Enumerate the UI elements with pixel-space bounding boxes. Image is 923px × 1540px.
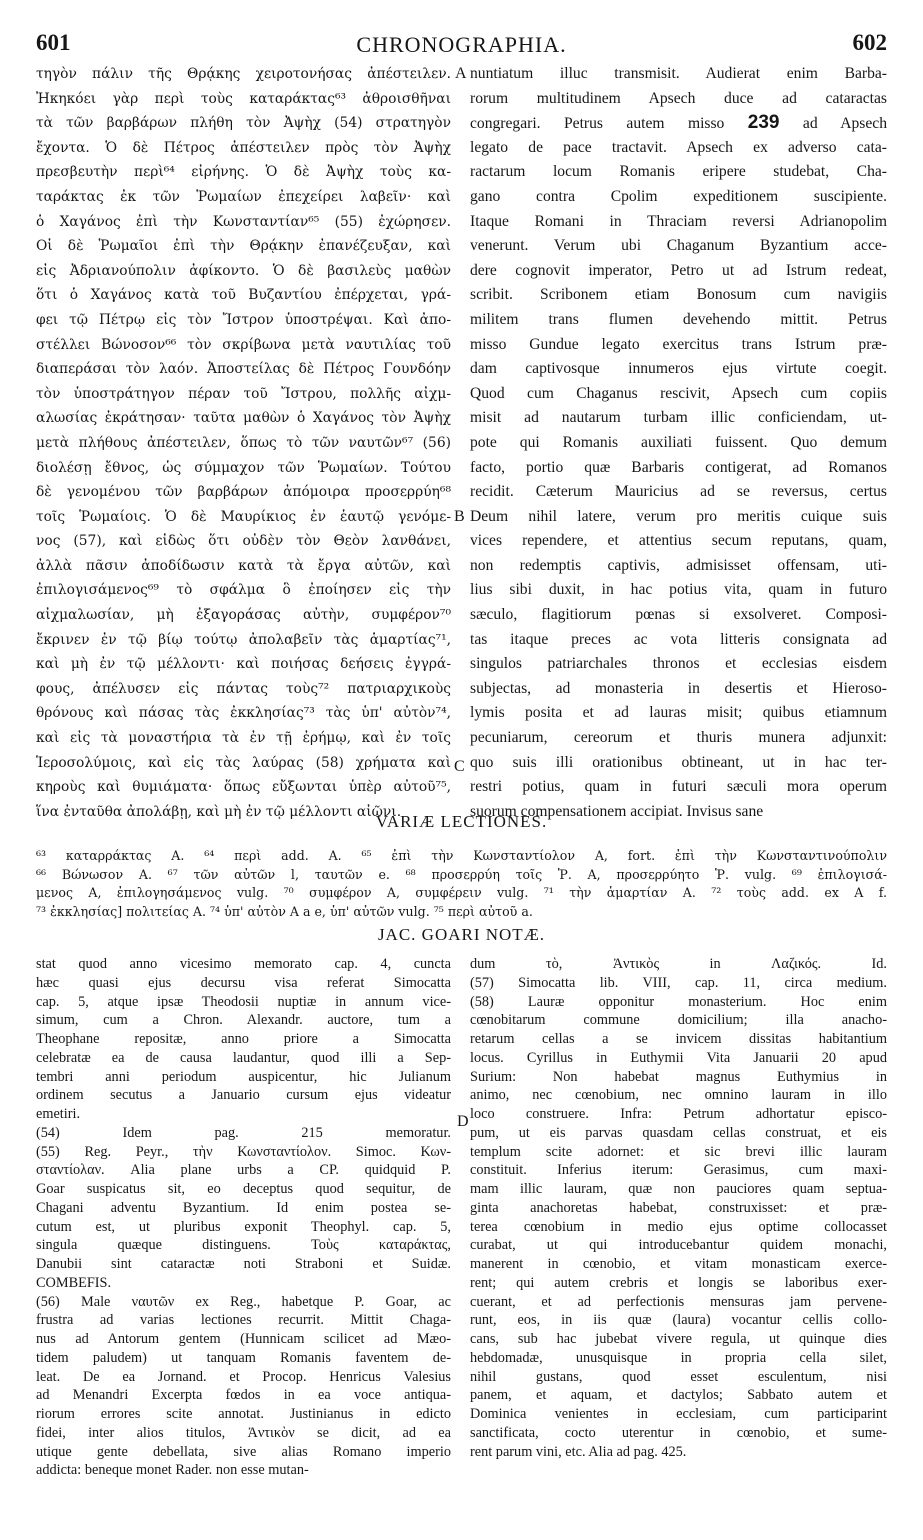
greek-line: τὸν ὑποστράτηγον πέραν τοῦ Ἴστρου, πολλῆς αἰχμ- [36,385,451,402]
note-line: stat quod anno vicesimo memorato cap. 4, cuncta [36,956,451,972]
page-number-right: 602 [852,30,887,55]
greek-line: αλωσίας ἐκράτησαν· ταῦτα μαθὼν ὁ Χαγάνος τὸν Ἀψὴχ [36,410,451,427]
note-line: riorum errores scite annotat. Justinianus in edicto [36,1406,451,1422]
note-line: manerent in cœnobio, et vitam monasticam exerce- [470,1256,887,1272]
note-line: constituit. Inferius iterum: Gerasimus, cum maxi- [470,1162,887,1179]
note-line: runt, eos, in iis quæ (laura) vocantur cellis collo- [470,1312,887,1329]
latin-line: facto, portio quæ Barbaris contigerat, ad Romanos [470,458,887,476]
latin-line: Quod cum Chaganus rescivit, Apsech cum copiis [470,384,887,402]
greek-line: ἀλλὰ πᾶσιν ἀποδίδωσιν κατὰ τὰ ἔργα αὐτῶν, καὶ [36,557,451,574]
note-line: animo, nec cœnobium, nec omnino lauram in illo [470,1087,887,1104]
latin-line: singulos patriarchales thronos et ecclesias eisdem [470,655,887,673]
latin-line: venerunt. Verum ubi Chaganum Byzantium acce- [470,237,887,255]
running-header [36,30,887,60]
note-line: Chagani adventu Byzantium. Id enim postea se- [36,1199,451,1216]
greek-text-column [36,62,451,824]
latin-line: dam captivosque innumeros ejus virtute coegit. [470,360,887,378]
greek-line: τηγὸν πάλιν τῆς Θρᾴκης χειροτονήσας ἀπέστειλεν. [36,66,451,82]
note-line: tembri anni periodum auspicentur, hic Julianum [36,1068,451,1085]
margin-letter-c: C [454,758,465,775]
greek-line: φους, ἀπέλυσεν εἰς πάντας τοὺς⁷² πατριαρχικοὺς [36,680,451,697]
note-line: addicta: beneque monet Rader. non esse mutan- [36,1462,309,1479]
section-number: 239 [747,112,780,134]
note-line: loco construere. Infra: Petrum adhortatur episco- [470,1106,887,1122]
note-line: ordinem secutus a Januario cursum ejus videatur [36,1087,451,1104]
greek-line: Ἱεροσολύμοις, καὶ εἰς τὰς λαύρας (58) χρήματα καὶ [36,754,451,771]
latin-line: Deum nihil latere, verum pro meritis cuique suis [470,507,887,525]
latin-line: tas itaque preces ac vota litteris consignata ad [470,630,887,648]
margin-letter-d: D [457,1113,469,1130]
latin-line: vices rependere, et attentius secum reputans, quam, [470,532,887,550]
greek-line: ἔκρινεν ἐν τῷ βίῳ τούτῳ ἀπολαβεῖν τὰς ἁμαρτίας⁷¹, [36,631,451,648]
greek-line: πρεσβευτὴν περὶ⁶⁴ εἰρήνης. Ὁ δὲ Ἀψὴχ τοὺς κα- [36,164,451,181]
note-line: tidem paludem) ut tanquam Romanis faventem de- [36,1349,451,1366]
greek-line: καὶ εἰς τὰ μοναστήρια τὰ ἐν τῇ ἐρήμῳ, καὶ ἐν τοῖς [36,730,451,747]
note-line: Surium: Non habebat magnus Euthymius in [470,1068,887,1085]
margin-letter-b: B [454,508,465,525]
note-line: locus. Cyrillus in Euthymii Vita Januarii 20 apud [470,1049,887,1066]
greek-line: τοῖς Ῥωμαίοις. Ὁ δὲ Μαυρίκιος ἐν ἑαυτῷ γενόμε- [36,508,451,525]
greek-line: ὅτι ὁ Χαγάνος κατὰ τοῦ Βυζαντίου ἐπέρχεται, γρά- [36,287,451,304]
note-line: pum, ut eis parvas quasdam cellas construat, et eis [470,1124,887,1141]
note-line: Dominica venientes in ecclesiam, cum participarint [470,1406,887,1422]
variant-line: ⁶⁶ Βώνωσον A. ⁶⁷ τῶν αὐτῶν l, ταυτῶν e. ⁶⁸ προσερρύη τοῖς Ῥ. A, προσερρύητο Ῥ. vulg. ⁶⁹ ἐπιλογισά- [36,866,887,882]
page-number-left: 601 [36,30,71,55]
greek-line: μετὰ πλήθους ἀπέστειλεν, ὅπως τὸ τῶν ναυτῶν⁶⁷ (56) [36,434,451,451]
note-line: sanctificata, cocto uterentur in cœnobio, et sume- [470,1424,887,1441]
note-line: ginta anachoretas habebat, construxisset: et præ- [470,1199,887,1216]
latin-line: congregari. Petrus autem misso 239 ad Apsech [470,112,887,134]
note-line: utique gente debellata, sive alias Romano imperio [36,1443,451,1460]
latin-line: suorum compensationem accipiat. Invisus sane [470,802,764,820]
note-line: cutum est, ut pluribus exponit Theophyl. cap. 5, [36,1218,451,1235]
note-line: simum, cum a Chron. Alexandr. auctore, tum a [36,1012,451,1029]
note-line: Danubii sint cataractæ noti Straboni et Suidæ. [36,1256,451,1272]
running-title: CHRONOGRAPHIA. [356,32,567,57]
latin-line: recidit. Cæterum Mauricius ad se reversus, certus [470,483,887,501]
greek-line: αἰχμαλωσίαν, μὴ ἐξαγοράσας αὐτὴν, συμφέρον⁷⁰ [36,607,451,624]
greek-line: ἐπιλογισάμενος⁶⁹ τὸ σφάλμα ὃ ἐποίησεν εἰς τὴν [36,582,451,599]
variants-heading: VARIÆ LECTIONES. [375,812,548,831]
latin-line: restri potius, quam in futuri sæculi mora operum [470,778,887,796]
latin-line: legato de pace tractavit. Apsech ex adverso cata- [470,138,887,156]
greek-line: φει τῷ Πέτρῳ εἰς τὸν Ἴστρον ὑποστρέψαι. Καὶ ἀπο- [36,311,451,328]
notes-left-column [36,955,451,1480]
note-line: Theophane repositæ, anno priore a Simocatta [36,1031,451,1047]
greek-line: ἔχοντα. Ὁ δὲ Πέτρος ἀπέστειλεν πρὸς τὸν Ἀψὴχ [36,139,451,156]
latin-line: sæculo, flagitiorum pœnas si exsolveret. Composi- [470,606,887,624]
latin-line: misit ad nautarum turbam illic conficiendam, ut- [470,409,887,427]
variant-line: ⁷³ ἐκκλησίας] πολιτείας A. ⁷⁴ ὑπ' αὐτὸν A a e, ὑπ' αὐτῶν vulg. ⁷⁵ περὶ αὐτοῦ a. [36,903,533,919]
note-line: (56) Male ναυτῶν ex Reg., habetque P. Goar, ac [36,1293,451,1310]
note-line: panem, et aquam, et dactylos; Sabbato autem et [470,1387,887,1404]
greek-line: νος (57), καὶ εἰδὼς ὅτι οὐδὲν τὸν Θεὸν λανθάνει, [36,533,451,550]
note-line: dum τὸ, Ἀντικὸς in Λαζικός. Id. [470,956,887,972]
note-line: cuerant, et ad perfectionis mensuras jam pervene- [470,1293,887,1310]
latin-line: quo suis illi orationibus obtineant, ut in hac ter- [470,753,887,771]
latin-line: pecuniarum, cereorum et thuris munera adjunxit: [470,729,887,747]
variant-readings [36,847,887,921]
note-line: cap. 5, atque ipsæ Theodosii nuptiæ in annum vice- [36,993,451,1010]
note-line: (57) Simocatta lib. VIII, cap. 11, circa medium. [470,974,887,991]
notes-heading: JAC. GOARI NOTÆ. [377,925,546,944]
latin-line: non redemptis captivis, admisisset offensam, uti- [470,556,887,574]
greek-line: διολέσῃ ἔθνος, ὡς σύμμαχον τῶν Ῥωμαίων. Τούτου [36,459,451,476]
note-line: celebratæ ea de causa laudantur, quod illi a Sep- [36,1049,451,1066]
note-line: mam illic lauram, quæ non pauciores quam septua- [470,1181,887,1197]
note-line: singula quæque distinguens. Τοὺς καταράκτας, [36,1237,451,1254]
note-line: ad Menandri Excerpta fœdos in ea voce antiqua- [36,1387,451,1404]
latin-line: rorum multitudinem Apsech duce ad cataractas [470,89,887,107]
latin-line: misso Gundue legato exercitus trans Istrum præ- [470,335,887,353]
latin-line: lius sibi duxit, in hac potius vita, quam in futuro [470,581,887,599]
note-line: templum scite adornet: et sic brevi illic lauram [470,1143,887,1160]
variant-line: μενος A, ἐπιλογησάμενος vulg. ⁷⁰ συμφέρον A, συμφέρειν vulg. ⁷¹ τὴν ἁμαρτίαν A. ⁷² τοὺς add. ex A f. [36,885,887,901]
note-line: terea cœnobium in medio ejus optime collocasset [470,1218,887,1235]
greek-line: καὶ μὴ ἐν τῷ μέλλοντι· καὶ ποιήσας δεήσεις ἐγγρά- [36,656,451,673]
latin-line: subjectas, ad monasteria in desertis et Hieroso- [470,679,887,697]
latin-line: pote qui Romanis auxiliati fuissent. Quo demum [470,433,887,451]
note-line: rent; qui autem crebris et longis se laboribus exer- [470,1274,887,1291]
latin-line: scribit. Scribonem etiam Bonosum cum navigiis [470,286,887,304]
greek-line: Οἱ δὲ Ῥωμαῖοι ἐπὶ τὴν Θρᾴκην ἐπανέζευξαν, καὶ [36,238,451,255]
greek-line: θρόνους καὶ πάσας τὰς ἐκκλησίας⁷³ τὰς ὑπ' αὐτὸν⁷⁴, [36,705,451,722]
greek-line: Ἠκηκόει γὰρ περὶ τοὺς καταράκτας⁶³ ἀθροισθῆναι [36,90,451,107]
latin-text-column [470,62,887,824]
variant-line: ⁶³ καταρράκτας A. ⁶⁴ περὶ add. A. ⁶⁵ ἐπὶ τὴν Κωνσταντίολον A, fort. ἐπὶ τὴν Κωνσταντινούπολιν [36,848,887,863]
greek-line: τὰ τῶν βαρβάρων πλήθη τὸν Ἀψὴχ (54) στρατηγὸν [36,115,451,132]
note-line: Goar suspicatus sit, eo deceptus quod sequitur, de [36,1181,451,1197]
greek-line: κηροὺς καὶ θυμιάματα· ὅπως εὔξωνται ὑπὲρ αὐτοῦ⁷⁵, [36,779,451,796]
greek-line: δὲ γενομένου τῶν βαρβάρων ἀπόμοιρα προσερρύη⁶⁸ [36,484,451,501]
note-line: leat. De ea Jornand. et Procop. Henricus Valesius [36,1368,451,1385]
note-line: (55) Reg. Peyr., τὴν Κωνσταντίολον. Simoc. Κων- [36,1143,451,1160]
note-line: nus ad Antorum gentem (Hunnicam scilicet ad Mæo- [36,1331,451,1347]
note-line: fidei, inter alios titulos, Ἀντικὸν se dicit, ad ea [36,1424,451,1441]
latin-line: ractarum locum Romanis eripere studebat, Cha- [470,163,887,181]
margin-letter-a: A [455,65,467,82]
latin-line: Itaque Romani in Thraciam reversi Adrianopolim [470,212,887,230]
note-line: curabat, ut qui introducebantur quidem monachi, [470,1237,887,1254]
latin-line: dere cognovit imperator, Petro ut ad Istrum redeat, [470,261,887,279]
note-line: cœnobitarum commune domicilium; illa anacho- [470,1012,887,1029]
note-line: (54) Idem pag. 215 memoratur. [36,1124,451,1141]
greek-line: διαπεράσαι τὸν λαόν. Ἀποστείλας δὲ Πέτρος Γουνδόην [36,361,451,378]
latin-line: gano contra Cpolim expeditionem suscipiente. [470,187,887,205]
greek-line: ἵνα ἐνταῦθα ἀπολάβῃ, καὶ μὴ ἐν τῷ μέλλοντι αἰῶνι. [36,803,402,820]
notes-right-column [470,955,887,1461]
note-line: COMBEFIS. [36,1274,112,1291]
greek-line: εἰς Ἀδριανούπολιν ἀφίκοντο. Ὁ δὲ βασιλεὺς μαθὼν [36,262,451,279]
note-line: σταντίολαν. Alia plane urbs a CP. quidquid P. [36,1162,451,1179]
latin-line: lymis posita et ad lauras misit; quibus etiamnum [470,704,887,722]
greek-line: στέλλει Βώνοσον⁶⁶ τὸν σκρίβωνα μετὰ ναυτιλίας τοῦ [36,336,451,353]
note-line: emetiri. [36,1106,81,1122]
note-line: (58) Lauræ opponitur monasterium. Hoc enim [470,993,887,1010]
note-line: rent parum vini, etc. Alia ad pag. 425. [470,1443,687,1460]
note-line: hebdomadæ, unusquisque in propria cella silet, [470,1349,887,1366]
note-line: cans, sub hac jubebat vivere regula, ut quinque dies [470,1331,887,1347]
note-line: retarum cellas a se invicem dissitas habitantium [470,1031,887,1047]
note-line: frustra ad varias lectiones recurrit. Mittit Chaga- [36,1312,451,1329]
note-line: hæc quasi ejus decursu visa referat Simocatta [36,974,451,991]
greek-line: ὁ Χαγάνος ἐπὶ τὴν Κωνσταντίαν⁶⁵ (55) ἐχώρησεν. [36,213,451,230]
greek-line: ταράκτας ἐκ τῶν Ῥωμαίων ἐπεχείρει λαβεῖν· καὶ [36,188,451,205]
note-line: nihil gustans, quod esset esculentum, nisi [470,1368,887,1385]
latin-line: militem trans flumen devehendo mittit. Petrus [470,310,887,328]
latin-line: nuntiatum illuc transmisit. Audierat enim Barba- [470,65,887,82]
